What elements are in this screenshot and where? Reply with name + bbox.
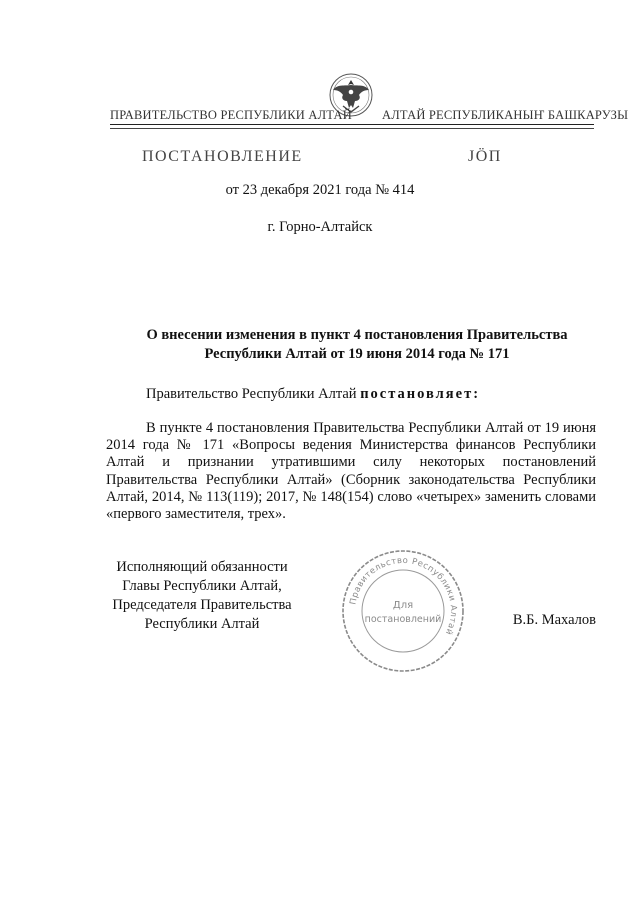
document-title <box>118 326 596 364</box>
signer-position <box>100 558 304 634</box>
stamp-center-line-2: постановлений <box>364 614 442 625</box>
header-divider-thick <box>110 124 594 125</box>
body-paragraph: В пункте 4 постановления Правительства Республики Алтай от 19 июня 2014 года № 171 «Вопросы ведения Министерства финансов Республики Алтай и признании утратившими силу некоторых постановлений Правительства Республики Алтай» (Сборник законодательства Республики Алтай, 2014, № 113(119); 2017, № 148(154) слово «четырех» заменить словами «первого заместителя, трех». <box>106 420 596 523</box>
title-line-2: Республики Алтай от 19 июня 2014 года № 171 <box>204 346 510 362</box>
document-date-number: от 23 декабря 2021 года № 414 <box>225 182 415 198</box>
signer-line-1: Исполняющий обязанности <box>116 559 288 575</box>
government-name-alt: АЛТАЙ РЕСПУБЛИКАНЫҤ БАШКАРУЗЫ <box>382 108 629 122</box>
document-city: г. Горно-Алтайск <box>267 219 373 235</box>
document-type-ru: ПОСТАНОВЛЕНИЕ <box>142 148 303 165</box>
document-type-alt: ЈӦП <box>468 148 502 165</box>
title-line-1: О внесении изменения в пункт 4 постановления Правительства <box>146 327 568 343</box>
round-seal-stamp-icon <box>340 548 466 674</box>
signer-name: В.Б. Махалов <box>512 612 596 628</box>
signer-line-4: Республики Алтай <box>144 616 260 632</box>
signer-line-2: Главы Республики Алтай, <box>122 578 282 594</box>
government-name-ru: ПРАВИТЕЛЬСТВО РЕСПУБЛИКИ АЛТАЙ <box>110 108 352 122</box>
header-divider-thin <box>110 128 594 129</box>
preamble-emphasis: постановляет: <box>360 386 481 402</box>
signer-line-3: Председателя Правительства <box>112 597 292 613</box>
preamble-text: Правительство Республики Алтай <box>146 386 361 402</box>
stamp-ring-text: Правительство Республики Алтай <box>348 555 459 637</box>
stamp-center-line-1: Для <box>392 600 414 611</box>
preamble <box>146 386 480 403</box>
